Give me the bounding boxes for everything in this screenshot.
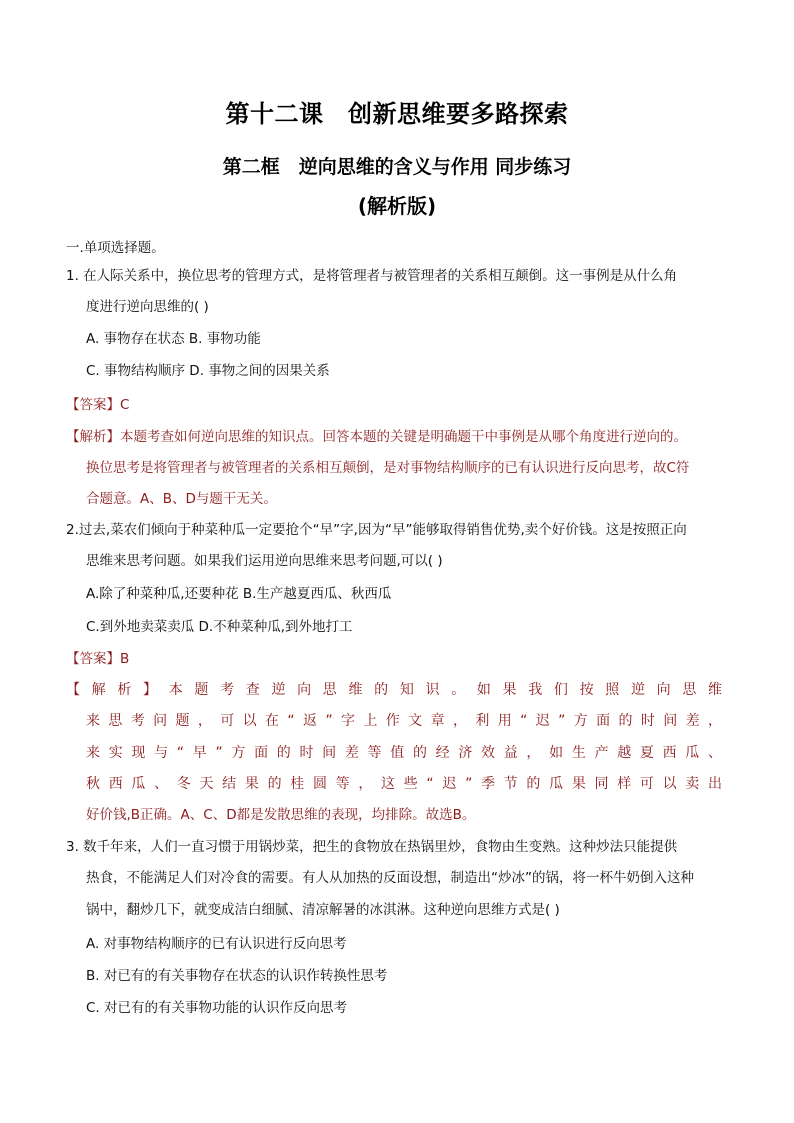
question-1-analysis-line-1: 【解析】本题考查如何逆向思维的知识点。回答本题的关键是明确题干中事例是从哪个角度进行逆向的。 [66,429,687,445]
question-1-options-cd: C. 事物结构顺序 D. 事物之间的因果关系 [86,363,330,379]
question-2-analysis-line-5: 好价钱,B正确。A、C、D都是发散思维的表现，均排除。故选B。 [86,807,476,823]
question-3-line-3: 锅中，翻炒几下，就变成洁白细腻、清凉解暑的冰淇淋。这种逆向思维方式是( ) [86,902,560,918]
page-subtitle: 第二框 逆向思维的含义与作用 同步练习 [222,156,572,178]
question-3-option-a: A. 对事物结构顺序的已有认识进行反向思考 [86,936,347,952]
question-2-analysis-line-4: 秋西瓜、冬天结果的桂圆等，这些“迟”季节的瓜果同样可以卖出 [86,776,722,792]
question-1-answer: 【答案】C [66,397,130,413]
page-title: 第十二课 创新思维要多路探索 [225,100,569,128]
question-2-analysis-line-1: 【解析】本题考查逆向思维的知识。如果我们按照逆向思维 [66,682,722,698]
question-3-line-1: 3. 数千年来，人们一直习惯于用锅炒菜，把生的食物放在热锅里炒，食物由生变熟。这种炒法只能提供 [66,839,678,855]
question-2-answer: 【答案】B [66,651,130,667]
question-1-options-ab: A. 事物存在状态 B. 事物功能 [86,331,261,347]
question-2-line-2: 思维来思考问题。如果我们运用逆向思维来思考问题,可以( ) [86,553,443,569]
question-3-option-c: C. 对已有的有关事物功能的认识作反向思考 [86,1000,348,1016]
question-3-line-2: 热食，不能满足人们对冷食的需要。有人从加热的反面设想，制造出“炒冰”的锅，将一杯牛奶倒入这种 [86,870,694,886]
question-1-line-2: 度进行逆向思维的( ) [86,299,209,315]
question-3-option-b: B. 对已有的有关事物存在状态的认识作转换性思考 [86,968,388,984]
section-heading: 一.单项选择题。 [66,240,165,256]
question-2-analysis-line-3: 来实现与“早”方面的时间差等值的经济效益，如生产越夏西瓜、 [86,745,722,761]
question-1-analysis-line-3: 合题意。A、B、D与题干无关。 [86,491,277,507]
question-1-line-1: 1. 在人际关系中，换位思考的管理方式，是将管理者与被管理者的关系相互颠倒。这一事例是从什么角 [66,268,678,284]
question-2-analysis-line-2: 来思考问题，可以在“返”字上作文章，利用“迟”方面的时间差， [86,713,722,729]
question-1-analysis-line-2: 换位思考是将管理者与被管理者的关系相互颠倒，是对事物结构顺序的已有认识进行反向思考，故C符 [86,460,690,476]
question-2-options-cd: C.到外地卖菜卖瓜 D.不种菜种瓜,到外地打工 [86,619,353,635]
page-subtitle-edition: (解析版) [357,194,437,218]
question-2-line-1: 2.过去,菜农们倾向于种菜种瓜一定要抢个“早”字,因为“早”能够取得销售优势,卖个好价钱。这是按照正向 [66,522,687,538]
question-2-options-ab: A.除了种菜种瓜,还要种花 B.生产越夏西瓜、秋西瓜 [86,586,392,602]
